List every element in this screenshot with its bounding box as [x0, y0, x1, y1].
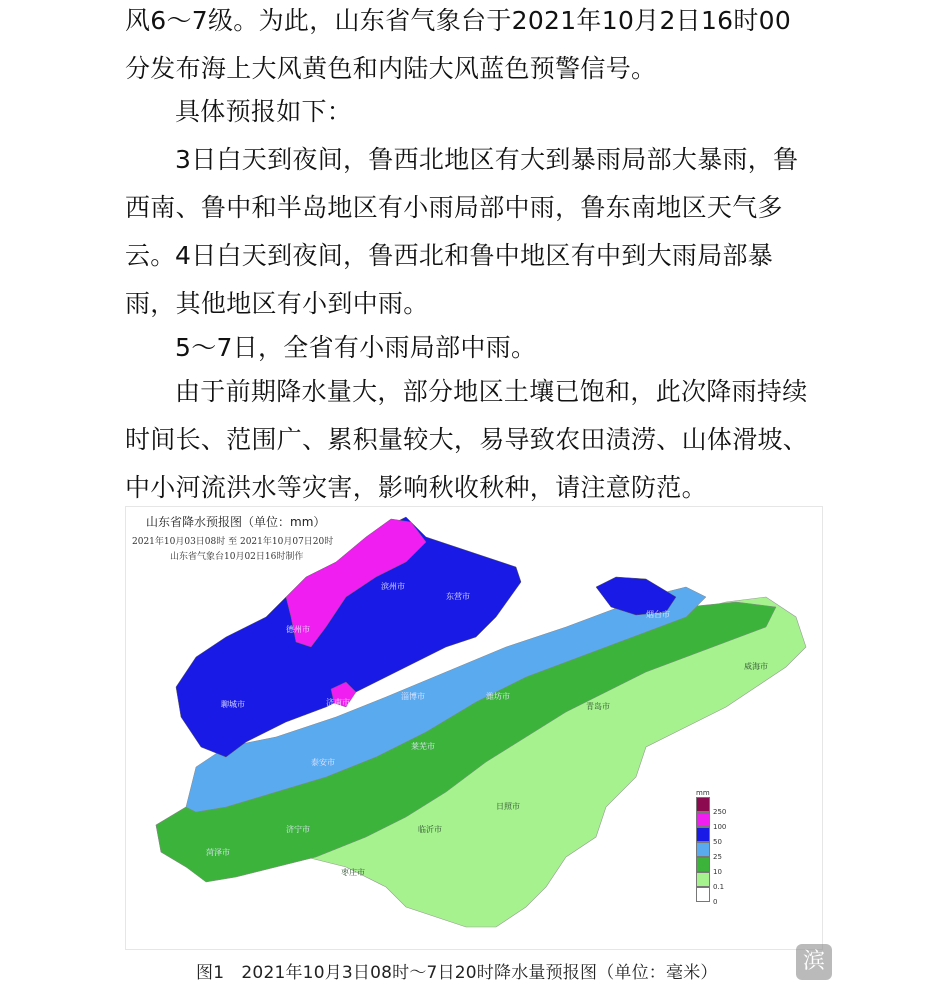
city-label: 菏泽市	[206, 848, 230, 857]
figure-caption: 图1 2021年10月3日08时～7日20时降水量预报图（单位：毫米）	[196, 963, 718, 983]
city-label: 烟台市	[646, 610, 670, 619]
paragraph-2: 具体预报如下：	[175, 97, 353, 126]
city-label: 济宁市	[286, 825, 310, 834]
city-label: 聊城市	[221, 700, 245, 709]
city-label: 滨州市	[381, 582, 405, 591]
city-label: 淄博市	[401, 692, 425, 701]
city-label: 潍坊市	[486, 692, 510, 701]
legend-swatch	[696, 857, 710, 872]
city-label: 青岛市	[586, 702, 610, 711]
legend-label: 0	[713, 898, 718, 906]
paragraph-1: 风6～7级。为此，山东省气象台于2021年10月2日16时00分发布海上大风黄色和内陆大风蓝色预警信号。	[125, 6, 792, 83]
legend-swatch	[696, 812, 710, 827]
paragraph-3: 3日白天到夜间，鲁西北地区有大到暴雨局部大暴雨，鲁西南、鲁中和半岛地区有小雨局部中雨，鲁东南地区天气多云。	[125, 145, 799, 270]
legend-label: 100	[713, 823, 727, 831]
city-label: 东营市	[446, 592, 470, 601]
paragraph-4: 4日白天到夜间，鲁西北和鲁中地区有中到大雨局部暴雨，其他地区有小到中雨。	[125, 241, 774, 318]
legend-swatch	[696, 797, 710, 812]
city-label: 泰安市	[311, 758, 335, 767]
legend-swatch	[696, 827, 710, 842]
precipitation-map-figure	[125, 506, 823, 950]
legend-swatch	[696, 887, 710, 902]
city-label: 济南市	[326, 698, 350, 707]
legend-label: 250	[713, 808, 727, 816]
city-label: 临沂市	[418, 825, 442, 834]
legend-unit: mm	[696, 789, 710, 797]
paragraph-6: 由于前期降水量大，部分地区土壤已饱和，此次降雨持续时间长、范围广、累积量较大，易导致农田渍涝、山体滑坡、中小河流洪水等灾害，影响秋收秋种，请注意防范。	[125, 377, 809, 502]
legend-swatch	[696, 872, 710, 887]
city-label: 莱芜市	[411, 742, 435, 751]
city-label: 德州市	[286, 625, 310, 634]
city-label: 威海市	[744, 662, 768, 671]
legend-label: 50	[713, 838, 722, 846]
legend-label: 10	[713, 868, 722, 876]
city-label: 日照市	[496, 802, 520, 811]
legend-label: 25	[713, 853, 722, 861]
legend-label: 0.1	[713, 883, 725, 891]
paragraph-5: 5～7日，全省有小雨局部中雨。	[175, 333, 537, 362]
map-period: 2021年10月03日08时 至 2021年10月07日20时	[132, 537, 334, 547]
map-title: 山东省降水预报图（单位：mm）	[146, 515, 326, 529]
legend-swatch	[696, 842, 710, 857]
brand-logo-icon: 滨	[796, 944, 832, 980]
city-label: 枣庄市	[341, 868, 365, 877]
map-issuer: 山东省气象台10月02日16时制作	[170, 552, 304, 562]
